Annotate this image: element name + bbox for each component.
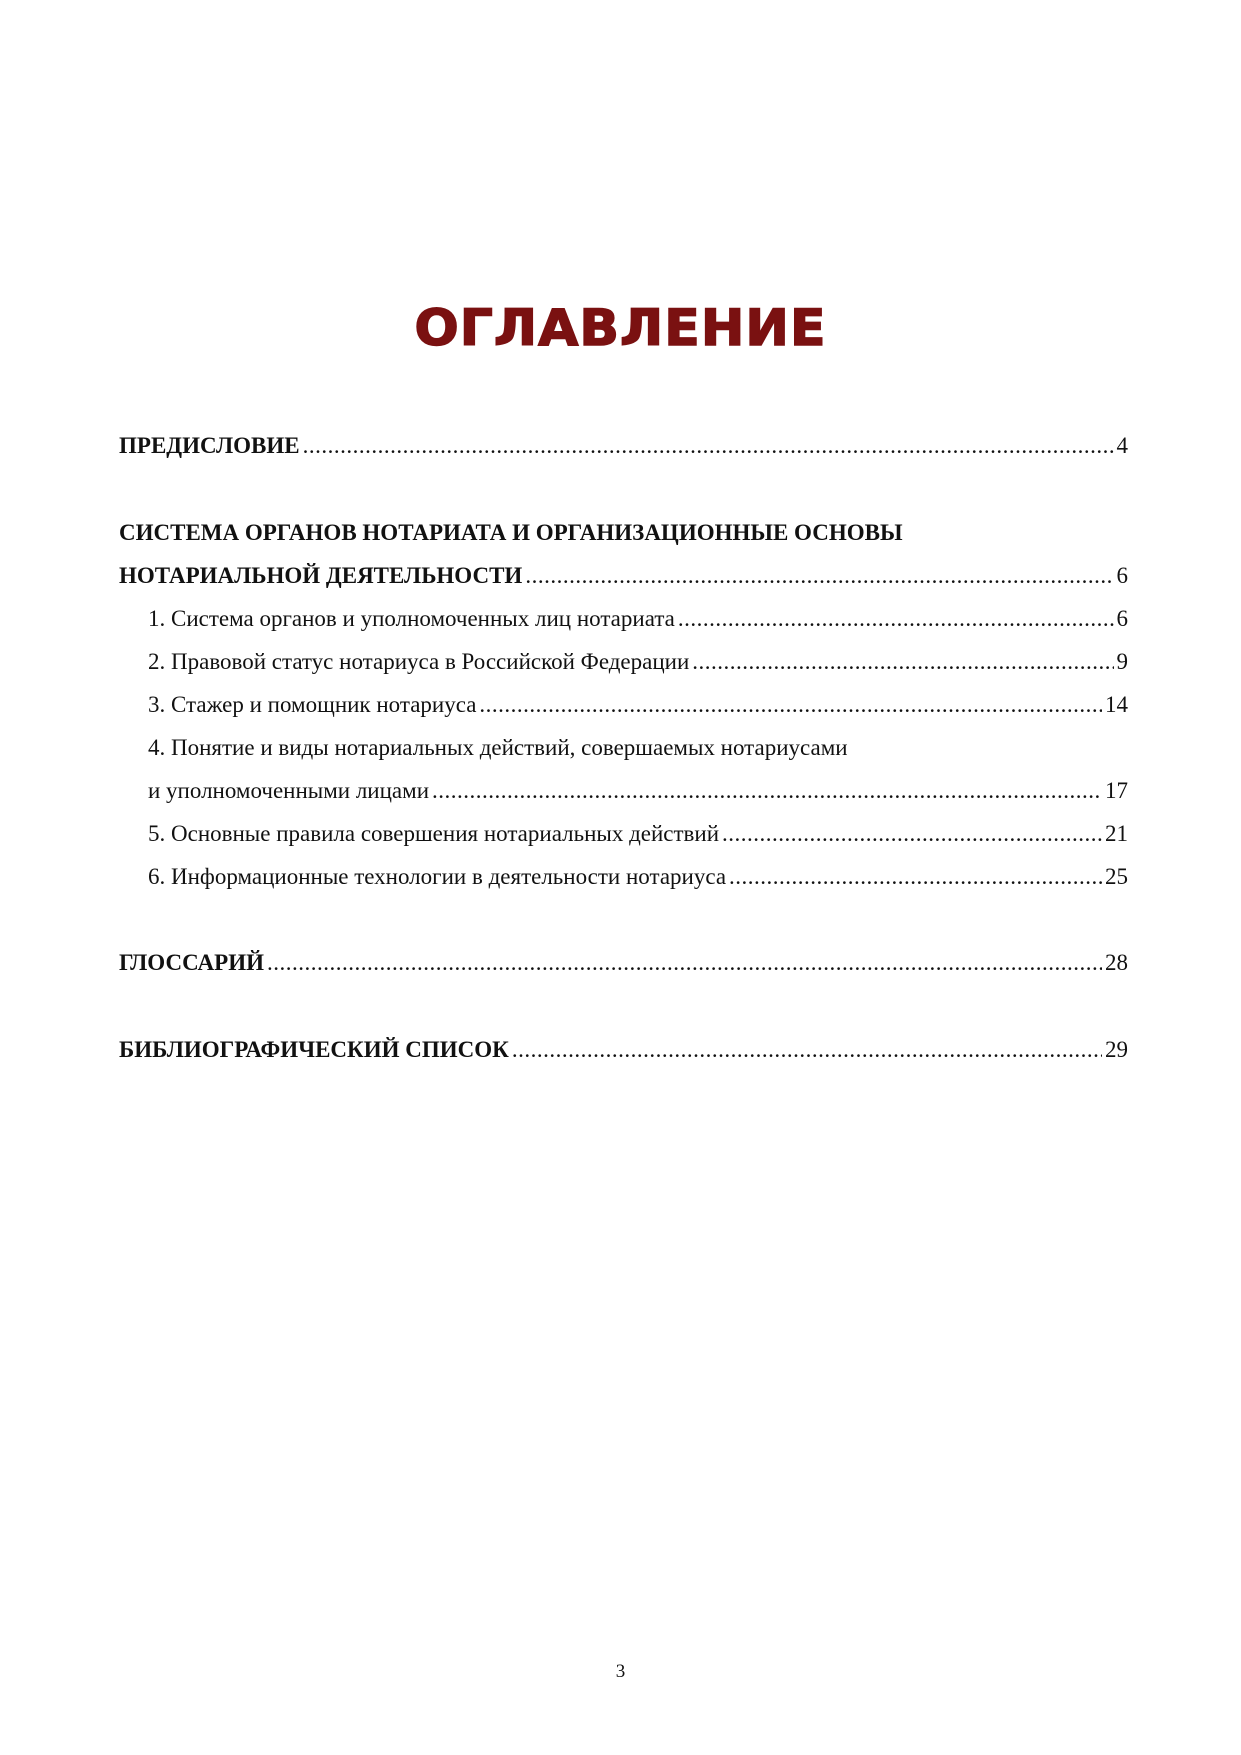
- toc-entry-chapter-line1[interactable]: [119, 516, 1128, 550]
- toc-page-number: 29: [1105, 1037, 1128, 1062]
- toc-dot-leader: [525, 559, 1113, 593]
- toc-page-number: 6: [1116, 563, 1128, 588]
- toc-entry-label: ГЛОССАРИЙ: [119, 950, 264, 975]
- toc-dot-leader: [678, 602, 1114, 636]
- toc-entry-label: НОТАРИАЛЬНОЙ ДЕЯТЕЛЬНОСТИ: [119, 563, 523, 588]
- toc-dot-leader: [512, 1033, 1102, 1067]
- toc-entry-section-4[interactable]: [148, 774, 1128, 808]
- toc-entry-label: 2. Правовой статус нотариуса в Российской Федерации: [148, 649, 690, 674]
- toc-page-number: 17: [1105, 778, 1128, 803]
- page-number: 3: [615, 1661, 626, 1682]
- toc-entry-preface[interactable]: [119, 429, 1128, 463]
- toc-entry-label: 4. Понятие и виды нотариальных действий, совершаемых нотариусами: [148, 735, 848, 760]
- toc-dot-leader: [432, 774, 1102, 808]
- toc-entry-section-4-line1[interactable]: [148, 731, 1128, 765]
- toc-page-number: 9: [1116, 649, 1128, 674]
- toc-entry-section-3[interactable]: [148, 688, 1128, 722]
- page-title: ОГЛАВЛЕНИЕ: [414, 299, 827, 357]
- toc-dot-leader: [267, 946, 1102, 980]
- toc-page-number: 25: [1105, 864, 1128, 889]
- toc-page-number: 28: [1105, 950, 1128, 975]
- toc-dot-leader: [729, 860, 1102, 894]
- toc-page-number: 21: [1105, 821, 1128, 846]
- toc-page-number: 4: [1116, 433, 1128, 458]
- toc-entry-label: 1. Система органов и уполномоченных лиц нотариата: [148, 606, 675, 631]
- toc-page-number: 6: [1116, 606, 1128, 631]
- toc-dot-leader: [692, 645, 1113, 679]
- toc-entry-section-1[interactable]: [148, 602, 1128, 636]
- toc-entry-label: 3. Стажер и помощник нотариуса: [148, 692, 477, 717]
- toc-entry-label: СИСТЕМА ОРГАНОВ НОТАРИАТА И ОРГАНИЗАЦИОННЫЕ ОСНОВЫ: [119, 520, 903, 545]
- toc-dot-leader: [303, 429, 1114, 463]
- toc-entry-bibliography[interactable]: [119, 1033, 1128, 1067]
- toc-dot-leader: [479, 688, 1102, 722]
- toc-entry-label: 5. Основные правила совершения нотариальных действий: [148, 821, 720, 846]
- toc-entry-label: ПРЕДИСЛОВИЕ: [119, 433, 300, 458]
- toc-page-number: 14: [1105, 692, 1128, 717]
- toc-dot-leader: [722, 817, 1102, 851]
- toc-entry-label: БИБЛИОГРАФИЧЕСКИЙ СПИСОК: [119, 1037, 509, 1062]
- toc-entry-label: 6. Информационные технологии в деятельности нотариуса: [148, 864, 727, 889]
- toc-entry-chapter[interactable]: [119, 559, 1128, 593]
- toc-entry-section-2[interactable]: [148, 645, 1128, 679]
- toc-entry-section-5[interactable]: [148, 817, 1128, 851]
- toc-entry-section-6[interactable]: [148, 860, 1128, 894]
- toc-entry-glossary[interactable]: [119, 946, 1128, 980]
- toc-entry-label: и уполномоченными лицами: [148, 778, 429, 803]
